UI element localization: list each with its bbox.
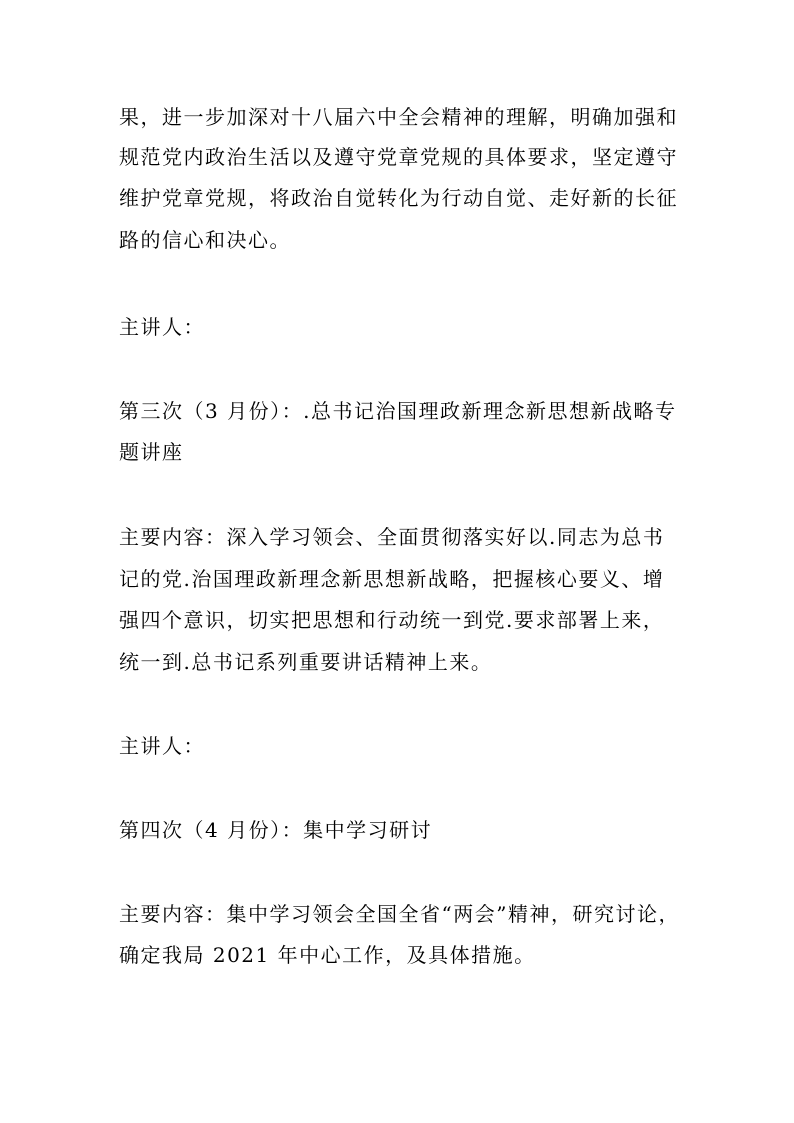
session-heading: 第四次（4 月份）：集中学习研讨	[119, 818, 433, 842]
text-line: 记的党.治国理政新理念新思想新战略，把握核心要义、增	[119, 567, 665, 591]
session-heading: 题讲座	[119, 440, 184, 464]
text-line: 路的信心和决心。	[119, 228, 291, 252]
text-line: 维护党章党规，将政治自觉转化为行动自觉、走好新的长征	[119, 186, 678, 210]
text-line: 果，进一步加深对十八届六中全会精神的理解，明确加强和	[119, 105, 678, 129]
text-line: 统一到.总书记系列重要讲话精神上来。	[119, 650, 493, 674]
speaker-label: 主讲人：	[119, 734, 205, 758]
text-line: 确定我局 2021 年中心工作，及具体措施。	[119, 943, 536, 967]
speaker-label: 主讲人：	[119, 315, 205, 339]
text-line: 主要内容：集中学习领会全国全省“两会”精神，研究讨论，	[119, 902, 680, 926]
text-line: 强四个意识，切实把思想和行动统一到党.要求部署上来，	[119, 608, 665, 632]
text-line: 规范党内政治生活以及遵守党章党规的具体要求，坚定遵守	[119, 145, 678, 169]
text-line: 主要内容：深入学习领会、全面贯彻落实好以.同志为总书	[119, 525, 665, 549]
session-heading: 第三次（3 月份）：.总书记治国理政新理念新思想新战略专	[119, 399, 677, 423]
